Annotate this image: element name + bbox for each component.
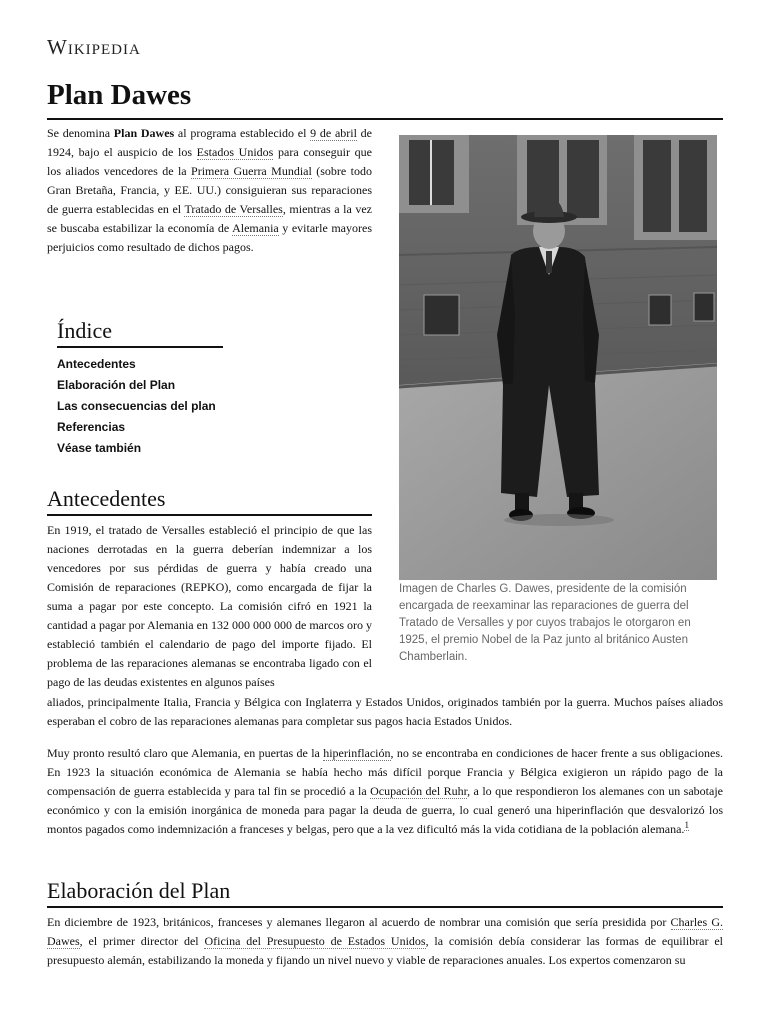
antecedentes-paragraph-2: [47, 744, 723, 839]
intro-paragraph: [47, 124, 372, 257]
paragraph-text: En diciembre de 1923, británicos, franceses y alemanes llegaron al acuerdo de nombrar una comisión que sería presidida por: [47, 915, 671, 929]
dawes-photo[interactable]: [399, 135, 717, 580]
antecedentes-paragraph-1: En 1919, el tratado de Versalles estableció el principio de que las naciones derrotadas en la guerra deberían indemnizar a los vencedores por sus pérdidas de guerra y había creado una Comisión de reparaciones (REPKO), como encargada de fijar la suma a pagar por este concepto. La comisión cifró en 1921 la cantidad a pagar por Alemania en 132 000 000 000 de marcos oro y estableció también el calendario de pago del importe fijado. El problema de las reparaciones alemanas se encontraba ligado con el pago de las deudas existentes en algunos países: [47, 523, 372, 689]
antecedentes-paragraph-1-continued: aliados, principalmente Italia, Francia y Bélgica con Inglaterra y Estados Unidos, originados también por la guerra. Muchos países aliados esperaban el cobro de las reparaciones alemanas para completar sus pagos hacia Estados Unidos.: [47, 695, 723, 728]
photo-caption: Imagen de Charles G. Dawes, presidente de la comisión encargada de reexaminar las reparaciones de guerra del Tratado de Versalles y por cuyos trabajos le otorgaron en 1925, el premio Nobel de la Paz junto al británico Austen Chamberlain.: [399, 583, 691, 663]
table-of-contents: [57, 316, 257, 459]
link-ocupacion-del-ruhr[interactable]: Ocupación del Ruhr: [370, 784, 468, 798]
intro-text: y evitarle mayores perjuicios como resultado de dichos pagos.: [47, 221, 372, 254]
paragraph-text: , el primer director del: [79, 934, 205, 948]
link-hiperinflacion[interactable]: hiperinflación: [323, 746, 391, 760]
toc-list: [57, 354, 257, 459]
infobox-figure: [399, 135, 717, 666]
paragraph-text: Muy pronto resultó claro que Alemania, en puertas de la: [47, 746, 324, 760]
intro-text: para conseguir que los aliados vencedores de la: [47, 145, 372, 178]
reference-link[interactable]: 1: [684, 820, 689, 830]
toc-item-antecedentes[interactable]: Antecedentes: [57, 357, 136, 371]
elaboracion-paragraph: [47, 913, 723, 970]
intro-text: de 1924, bajo el auspicio de los: [47, 126, 373, 159]
toc-heading: Índice: [57, 316, 223, 348]
paragraph-text: , no se encontraba en condiciones de hacer frente a sus obligaciones. En 1923 la situación económica de Alemania se había hecho más difícil porque Francia y Bélgica exigieron un rápido pago de la compensación de guerra establecida y para tal fin se procedió a la: [47, 746, 723, 798]
link-date[interactable]: 9 de abril: [310, 126, 357, 140]
section-heading-antecedentes: Antecedentes: [47, 485, 372, 516]
link-alemania[interactable]: Alemania: [232, 221, 279, 235]
paragraph-text: , la comisión debía considerar las formas de equilibrar el presupuesto alemán, estabilizando la moneda y fijando un nivel nuevo y viable de reparaciones anuales. Los expertos comenzaron su: [47, 934, 724, 967]
link-charles-g-dawes[interactable]: Charles G. Dawes: [47, 915, 723, 948]
toc-item-vease-tambien[interactable]: Véase también: [57, 441, 142, 455]
intro-bold-term: Plan Dawes: [113, 126, 175, 140]
intro-text: al programa establecido el: [174, 126, 311, 140]
link-tratado-de-versalles[interactable]: Tratado de Versalles: [184, 202, 283, 216]
wikipedia-logo[interactable]: Wikipedia: [47, 35, 141, 59]
toc-item-elaboracion[interactable]: Elaboración del Plan: [57, 378, 176, 392]
intro-text: (sobre todo Gran Bretaña, Francia, y EE. UU.) consiguieran sus reparaciones de guerra establecidas en el: [47, 164, 372, 216]
intro-text: Se denomina: [47, 126, 114, 140]
toc-item-referencias[interactable]: Referencias: [57, 420, 126, 434]
section-heading-elaboracion: Elaboración del Plan: [47, 877, 723, 908]
link-oficina-presupuesto[interactable]: Oficina del Presupuesto de Estados Unidos: [204, 934, 426, 948]
intro-text: , mientras a la vez se buscaba estabilizar la economía de: [47, 202, 372, 235]
page-title: Plan Dawes: [47, 76, 723, 120]
toc-item-consecuencias[interactable]: Las consecuencias del plan: [57, 399, 216, 413]
link-estados-unidos[interactable]: Estados Unidos: [196, 145, 274, 159]
link-primera-guerra-mundial[interactable]: Primera Guerra Mundial: [191, 164, 312, 178]
paragraph-text: , a lo que respondieron los alemanes con un sabotaje económico y con la emisión inorgánica de moneda para pagar la deuda de guerra, lo cual generó una hiperinflación que desvalorizó los montos pagados como indemnización a franceses y belgas, pero que a la vez dificultó más la vida cotidiana de la población alemana.: [47, 784, 723, 836]
